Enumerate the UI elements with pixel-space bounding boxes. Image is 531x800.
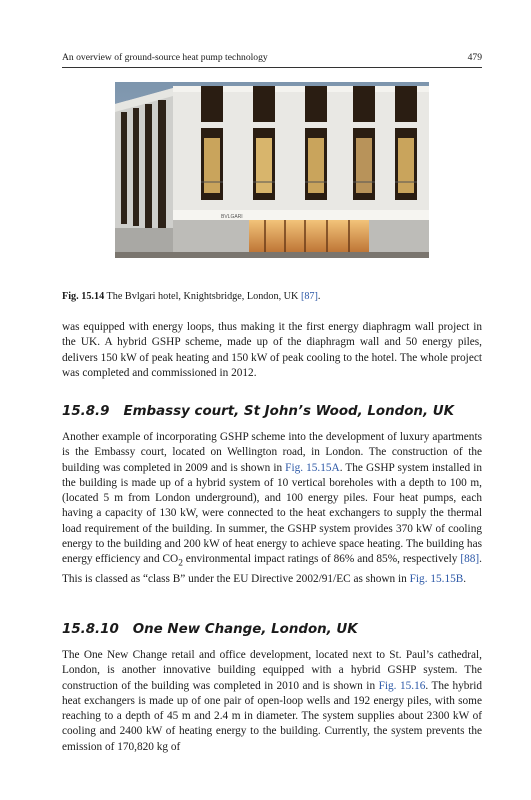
section-15-8-9-body (62, 430, 482, 587)
caption-end: . (317, 291, 321, 302)
paragraph-continuation: was equipped with energy loops, thus making it the first energy diaphragm wall project in the UK. A hybrid GSHP scheme, made up of the diaphragm wall and 50 energy piles, delivers 150 kW of peak heating and 150 kW of peak cooling to the hotel. The whole project was completed and commissioned in 2012. (62, 321, 482, 379)
body-text: environmental impact ratings of 86% and 85%, respectively (182, 553, 461, 566)
hotel-illustration (115, 82, 429, 258)
body-text: . (463, 572, 467, 585)
running-header (62, 52, 482, 63)
caption-text: The Bvlgari hotel, Knightsbridge, London, UK (106, 291, 299, 302)
subscript: 2 (178, 558, 183, 569)
fig-15-16-link[interactable]: Fig. 15.16 (378, 679, 426, 692)
section-heading-15-8-9 (62, 404, 482, 419)
caption-ref-link[interactable]: [87] (300, 291, 318, 302)
section-number: 15.8.9 (62, 404, 110, 419)
body-text: . The GSHP system installed in the building is made up of a hybrid system of 10 vertical boreholes with a depth to 100 m, (located 5 m from London underground), and 100 energy piles. Four heat pumps, each having a capacity of 130 kW, were connected to the heat exchangers to supply the thermal load requirement of the building. In summer, the GSHP system provides 370 kW of cooling energy to the building and 200 kW of heat energy to achieve space heating. The building has energy efficiency and CO (62, 461, 482, 566)
section-15-8-10-body (62, 648, 482, 755)
section-number: 15.8.10 (62, 622, 119, 637)
caption-label: Fig. 15.14 (62, 291, 105, 302)
body-text: . This is classed as “class B” under the EU Directive 2002/91/EC as shown in (62, 553, 482, 585)
fig-15-15a-link[interactable]: Fig. 15.15A (285, 461, 340, 474)
header-rule (62, 67, 482, 68)
section-title: Embassy court, St John’s Wood, London, UK (123, 404, 454, 419)
fig-15-15b-link[interactable]: Fig. 15.15B (409, 572, 464, 585)
ref-88-link[interactable]: [88] (460, 553, 480, 566)
section-heading-15-8-10 (62, 622, 482, 637)
figure-caption (62, 290, 482, 304)
body-text: . The hybrid heat exchangers is made up of one pair of open-loop wells and 192 energy piles, with some reaching to a depth of 45 m and 2.4 m in diameter. The system supplies about 2300 kW of cooling and 2400 kW of heating energy to the building. Currently, the system prevents the emission of 170,820 kg of (62, 679, 483, 753)
running-title: An overview of ground-source heat pump technology (62, 52, 268, 63)
page-number: 479 (467, 52, 482, 63)
body-text: The One New Change retail and office development, located next to St. Paul’s cathedral, London, is another innovative building equipped with a hybrid GSHP system. The construction of the building was completed in 2010 and is shown in (62, 649, 482, 692)
hotel-photo (115, 82, 429, 258)
sign-text: BVLGARI (221, 214, 243, 220)
body-text: Another example of incorporating GSHP scheme into the development of luxury apartments is the Embassy court, located on Wellington road, in London. The construction of the building was completed in 2009 and is shown in (62, 431, 482, 474)
section-title: One New Change, London, UK (132, 622, 358, 637)
